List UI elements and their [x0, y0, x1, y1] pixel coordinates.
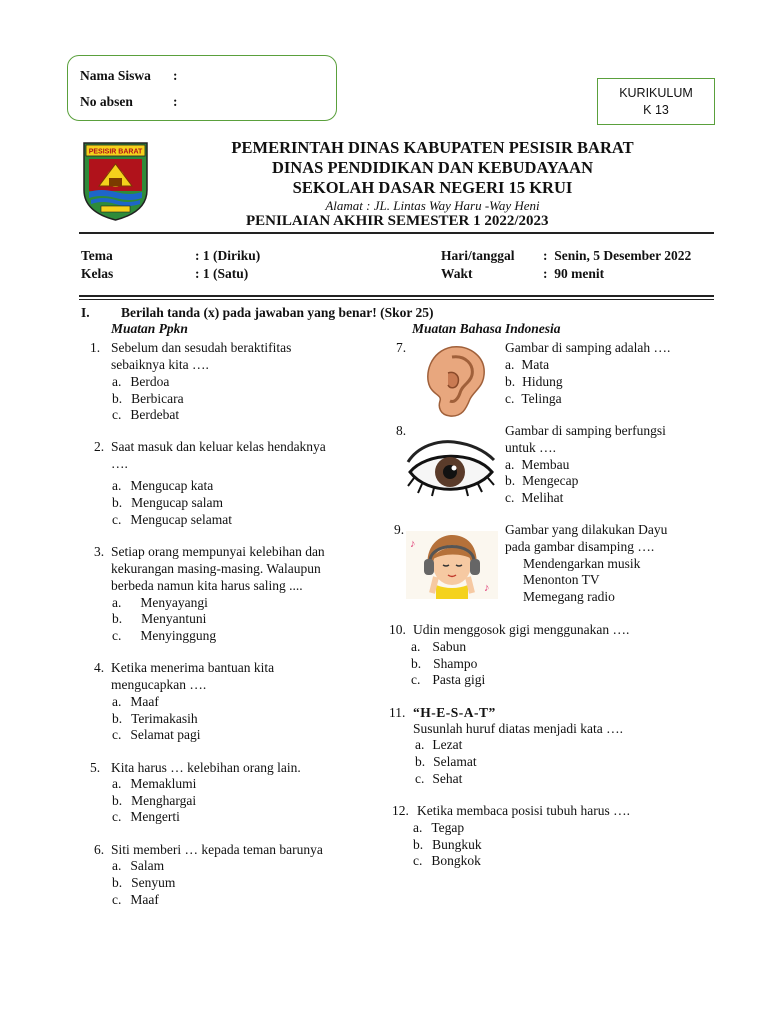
q12-option-c[interactable] — [413, 852, 481, 869]
kurikulum-line2: K 13 — [643, 103, 669, 117]
option-letter: c. — [411, 672, 421, 687]
option-text: Bongkok — [431, 853, 481, 868]
option-letter: c. — [112, 407, 122, 422]
q1-option-b[interactable] — [112, 390, 184, 407]
q11-number: 11. — [389, 705, 406, 720]
option-letter: c. — [112, 512, 122, 527]
student-absen-colon: : — [173, 94, 178, 109]
q5-option-b[interactable] — [112, 792, 196, 809]
q10-option-a[interactable] — [411, 638, 466, 655]
q4-text-1: Ketika menerima bantuan kita — [111, 660, 275, 675]
q3-text-3: berbeda namun kita harus saling .... — [111, 578, 303, 593]
q10-option-b[interactable] — [411, 655, 477, 672]
kurikulum-box — [597, 78, 715, 125]
q5-number: 5. — [90, 760, 101, 775]
option-text: Selamat — [433, 754, 477, 769]
option-letter: b. — [112, 793, 123, 808]
option-letter: a. — [112, 694, 122, 709]
tema-label: Tema — [81, 248, 113, 263]
student-absen-row[interactable] — [80, 94, 178, 110]
q12-option-a[interactable] — [413, 819, 464, 836]
student-name-label: Nama Siswa — [80, 68, 151, 83]
hari-value: : Senin, 5 Desember 2022 — [543, 248, 692, 263]
q1-number: 1. — [90, 340, 101, 355]
q1-text-2: sebaiknya kita …. — [111, 357, 209, 372]
q7-text-1: Gambar di samping adalah …. — [505, 340, 671, 355]
option-letter: c. — [505, 490, 515, 505]
logo-label: PESISIR BARAT — [88, 148, 143, 156]
option-text: Menyayangi — [140, 595, 208, 610]
section-instruction: Berilah tanda (x) pada jawaban yang benar! (Skor 25) — [121, 305, 434, 320]
option-letter: a. — [112, 595, 122, 610]
q11-scrambled-word: “H-E-S-A-T” — [413, 705, 496, 720]
q10-text-1: Udin menggosok gigi menggunakan …. — [413, 622, 630, 637]
option-letter: c. — [112, 628, 122, 643]
exam-title: PENILAIAN AKHIR SEMESTER 1 2022/2023 — [246, 213, 549, 229]
option-text: Tegap — [431, 820, 465, 835]
q11-option-c[interactable] — [415, 770, 462, 787]
option-text: Selamat pagi — [130, 727, 201, 742]
option-letter: b. — [112, 391, 123, 406]
option-text: Senyum — [131, 875, 176, 890]
option-letter: b. — [505, 374, 516, 389]
option-letter: a. — [112, 374, 122, 389]
option-letter: c. — [112, 809, 122, 824]
option-text: Maaf — [130, 694, 159, 709]
option-text: Membau — [521, 457, 570, 472]
q6-option-a[interactable] — [112, 857, 164, 874]
header-line3: SEKOLAH DASAR NEGERI 15 KRUI — [292, 178, 573, 197]
q2-number: 2. — [94, 439, 105, 454]
q4-option-b[interactable] — [112, 710, 198, 727]
q9-option-a[interactable] — [523, 555, 640, 572]
option-text: Telinga — [521, 391, 562, 406]
option-text: Mengucap kata — [130, 478, 214, 493]
info-divider-top — [79, 295, 714, 297]
q4-option-a[interactable] — [112, 693, 159, 710]
q5-text-1: Kita harus … kelebihan orang lain. — [111, 760, 301, 775]
option-text: Melihat — [521, 490, 564, 505]
option-letter: a. — [112, 776, 122, 791]
ear-image — [408, 343, 498, 419]
section-number: I. — [81, 305, 90, 320]
q10-option-c[interactable] — [411, 671, 485, 688]
option-letter: c. — [112, 892, 122, 907]
option-text: Mendengarkan musik — [523, 556, 641, 571]
option-text: Menghargai — [131, 793, 197, 808]
q12-number: 12. — [392, 803, 409, 818]
q1-text-1: Sebelum dan sesudah beraktifitas — [111, 340, 292, 355]
q8-text-2: untuk …. — [505, 440, 557, 455]
option-letter: a. — [505, 457, 515, 472]
option-text: Sehat — [432, 771, 463, 786]
option-text: Shampo — [433, 656, 478, 671]
option-letter: b. — [411, 656, 422, 671]
q8-option-b[interactable] — [505, 472, 578, 489]
waktu-value: : 90 menit — [543, 266, 605, 281]
svg-text:♪: ♪ — [410, 538, 416, 550]
regency-logo — [81, 140, 150, 222]
option-letter: c. — [413, 853, 423, 868]
q11-option-b[interactable] — [415, 753, 477, 770]
q5-option-a[interactable] — [112, 775, 196, 792]
q7-option-b[interactable] — [505, 373, 563, 390]
q9-number: 9. — [394, 522, 405, 537]
q1-option-c[interactable] — [112, 406, 179, 423]
option-letter: b. — [112, 875, 123, 890]
option-letter: a. — [415, 737, 425, 752]
option-text: Hidung — [522, 374, 563, 389]
q4-option-c[interactable] — [112, 726, 200, 743]
option-letter: a. — [112, 858, 122, 873]
option-text: Mata — [521, 357, 550, 372]
q7-option-c[interactable] — [505, 390, 562, 407]
option-text: Mengecap — [522, 473, 579, 488]
option-text: Memegang radio — [523, 589, 615, 604]
student-info-box — [67, 55, 337, 121]
q2-option-c[interactable] — [112, 511, 232, 528]
headphones-girl-image — [406, 531, 498, 599]
q7-number: 7. — [396, 340, 407, 355]
q12-text-1: Ketika membaca posisi tubuh harus …. — [417, 803, 630, 818]
header-line1: PEMERINTAH DINAS KABUPATEN PESISIR BARAT — [231, 138, 634, 157]
q9-option-c[interactable] — [523, 588, 615, 605]
option-text: Terimakasih — [131, 711, 198, 726]
q12-option-b[interactable] — [413, 836, 482, 853]
option-text: Memaklumi — [130, 776, 197, 791]
waktu-label: Wakt — [441, 266, 473, 281]
q6-text-1: Siti memberi … kepada teman barunya — [111, 842, 323, 857]
option-letter: a. — [411, 639, 421, 654]
option-letter: c. — [415, 771, 425, 786]
q4-number: 4. — [94, 660, 105, 675]
option-letter: a. — [112, 478, 122, 493]
option-text: Menyantuni — [141, 611, 207, 626]
school-address: Alamat : JL. Lintas Way Haru -Way Heni — [325, 198, 540, 213]
q2-text-1: Saat masuk dan keluar kelas hendaknya — [111, 439, 326, 454]
q3-number: 3. — [94, 544, 105, 559]
option-letter: b. — [413, 837, 424, 852]
option-text: Mengerti — [130, 809, 180, 824]
q2-option-b[interactable] — [112, 494, 223, 511]
option-letter: b. — [415, 754, 426, 769]
option-text: Bungkuk — [432, 837, 482, 852]
header-divider — [79, 232, 714, 234]
option-letter: c. — [505, 391, 515, 406]
q3-text-2: kekurangan masing-masing. Walaupun — [111, 561, 321, 576]
option-text: Menyinggung — [140, 628, 217, 643]
kelas-value: : 1 (Satu) — [195, 266, 249, 281]
muatan-bindo-heading: Muatan Bahasa Indonesia — [412, 321, 561, 336]
q11-option-a[interactable] — [415, 736, 462, 753]
eye-image — [404, 438, 497, 500]
kelas-label: Kelas — [81, 266, 114, 281]
q8-option-c[interactable] — [505, 489, 563, 506]
student-name-colon: : — [173, 68, 178, 83]
student-absen-label: No absen — [80, 94, 133, 109]
option-letter: b. — [505, 473, 516, 488]
q3-option-a[interactable] — [112, 594, 208, 611]
q9-option-b[interactable] — [523, 571, 600, 588]
q2-option-a[interactable] — [112, 477, 213, 494]
q11-text-2: Susunlah huruf diatas menjadi kata …. — [413, 721, 623, 736]
option-text: Pasta gigi — [432, 672, 486, 687]
option-text: Maaf — [130, 892, 159, 907]
option-text: Lezat — [432, 737, 463, 752]
muatan-ppkn-heading: Muatan Ppkn — [111, 321, 188, 336]
option-text: Sabun — [432, 639, 467, 654]
tema-value: : 1 (Diriku) — [195, 248, 261, 263]
option-text: Menonton TV — [523, 572, 600, 587]
option-text: Mengucap salam — [131, 495, 223, 510]
option-text: Berdoa — [130, 374, 170, 389]
option-text: Berdebat — [130, 407, 180, 422]
q1-option-a[interactable] — [112, 373, 169, 390]
option-letter: c. — [112, 727, 122, 742]
option-letter: b. — [112, 711, 123, 726]
header-line2: DINAS PENDIDIKAN DAN KEBUDAYAAN — [271, 158, 594, 177]
option-letter: a. — [505, 357, 515, 372]
q6-number: 6. — [94, 842, 105, 857]
option-text: Berbicara — [131, 391, 184, 406]
kurikulum-line1: KURIKULUM — [619, 86, 693, 100]
q3-option-b[interactable] — [112, 610, 206, 627]
option-letter: b. — [112, 611, 123, 626]
svg-text:♪: ♪ — [484, 582, 490, 594]
q7-option-a[interactable] — [505, 356, 549, 373]
q9-text-2: pada gambar disamping …. — [505, 539, 655, 554]
q8-option-a[interactable] — [505, 456, 569, 473]
q10-number: 10. — [389, 622, 406, 637]
hari-label: Hari/tanggal — [441, 248, 515, 263]
q6-option-c[interactable] — [112, 891, 159, 908]
q3-text-1: Setiap orang mempunyai kelebihan dan — [111, 544, 325, 559]
q8-text-1: Gambar di samping berfungsi — [505, 423, 666, 438]
option-text: Mengucap selamat — [130, 512, 232, 527]
q9-text-1: Gambar yang dilakukan Dayu — [505, 522, 668, 537]
q8-number: 8. — [396, 423, 407, 438]
q5-option-c[interactable] — [112, 808, 180, 825]
q6-option-b[interactable] — [112, 874, 175, 891]
q2-text-2: …. — [111, 456, 128, 471]
option-text: Salam — [130, 858, 165, 873]
student-name-row[interactable] — [80, 68, 178, 84]
q3-option-c[interactable] — [112, 627, 216, 644]
option-letter: a. — [413, 820, 423, 835]
q4-text-2: mengucapkan …. — [111, 677, 207, 692]
option-letter: b. — [112, 495, 123, 510]
info-divider-bottom — [79, 299, 714, 300]
